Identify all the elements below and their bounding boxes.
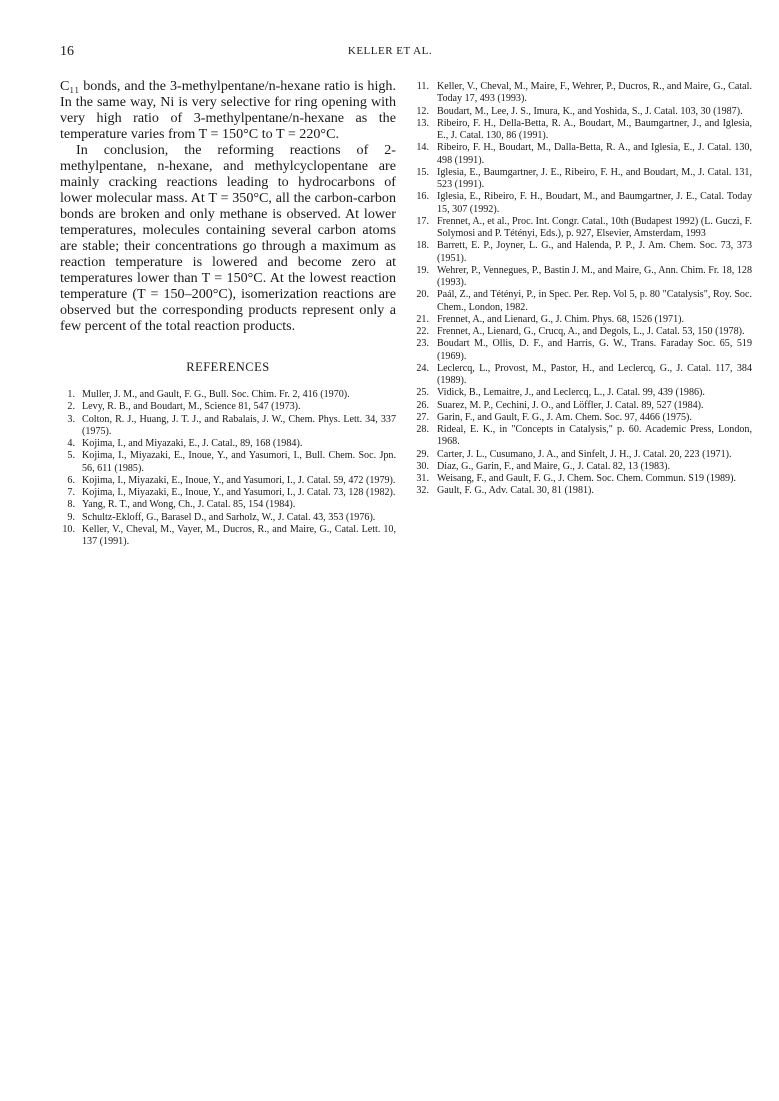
reference-text: Wehrer, P., Vennegues, P., Bastin J. M., and Maire, G., Ann. Chim. Fr. 18, 128 (1993). — [437, 264, 752, 288]
page-number: 16 — [60, 44, 74, 59]
reference-text: Weisang, F., and Gault, F. G., J. Chem. Soc. Chem. Commun. S19 (1989). — [437, 473, 736, 484]
reference-list-right — [412, 81, 752, 498]
references-heading: REFERENCES — [186, 360, 270, 374]
reference-number: 7. — [67, 487, 75, 498]
reference-text: Colton, R. J., Huang, J. T. J., and Rabalais, J. W., Chem. Phys. Lett. 34, 337 (1975). — [82, 413, 396, 437]
reference-item — [412, 485, 752, 497]
reference-item — [412, 216, 752, 241]
reference-number: 6. — [67, 474, 75, 486]
reference-number: 3. — [67, 413, 75, 425]
reference-number: 11. — [416, 81, 429, 92]
reference-number: 17. — [416, 215, 429, 227]
body-paragraph: C₁₁ bonds, and the 3-methylpentane/n-hexane ratio is high. In the same way, Ni is very selective for ring opening with very high ratio of 3-methylpentane/n-hexane as the temperature varies from T = 150°C to T = 220°C. — [60, 78, 396, 142]
reference-number: 23. — [416, 338, 429, 350]
reference-item — [412, 265, 752, 290]
reference-text: Leclercq, L., Provost, M., Pastor, H., and Leclercq, G., J. Catal. 117, 384 (1989). — [437, 362, 752, 386]
reference-text: Barrett, E. P., Joyner, L. G., and Halenda, P. P., J. Am. Chem. Soc. 73, 373 (1951). — [437, 240, 752, 264]
reference-text: Iglesia, E., Ribeiro, F. H., Boudart, M., and Baumgartner, J. E., Catal. Today 15, 307 (1992). — [437, 191, 752, 215]
reference-text: Carter, J. L., Cusumano, J. A., and Sinfelt, J. H., J. Catal. 20, 223 (1971). — [437, 448, 732, 460]
reference-text: Frennet, A., and Lienard, G., J. Chim. Phys. 68, 1526 (1971). — [437, 313, 684, 325]
reference-number: 26. — [416, 399, 429, 411]
reference-item — [412, 289, 752, 314]
reference-text: Frennet, A., Lienard, G., Crucq, A., and Degols, L., J. Catal. 53, 150 (1978). — [437, 326, 745, 337]
reference-item — [60, 414, 396, 439]
reference-text: Keller, V., Cheval, M., Maire, F., Wehrer, P., Ducros, R., and Maire, G., Catal. Today 17, 493 (1993). — [437, 81, 752, 105]
reference-number: 22. — [416, 326, 429, 337]
reference-item — [412, 326, 752, 338]
reference-number: 2. — [67, 401, 75, 413]
reference-number: 20. — [416, 289, 429, 301]
running-head: KELLER ET AL. — [347, 45, 433, 57]
reference-item — [412, 118, 752, 143]
reference-text: Boudart M., Ollis, D. F., and Harris, G. W., Trans. Faraday Soc. 65, 519 (1969). — [437, 338, 752, 362]
left-column — [60, 78, 396, 548]
reference-number: 14. — [416, 142, 429, 154]
reference-number: 18. — [416, 240, 429, 252]
reference-number: 31. — [416, 473, 429, 484]
reference-item — [412, 387, 752, 399]
reference-text: Rideal, E. K., in "Concepts in Catalysis," p. 60. Academic Press, London, 1968. — [437, 424, 752, 448]
reference-item — [412, 461, 752, 473]
reference-text: Paál, Z., and Tétényi, P., in Spec. Per. Rep. Vol 5, p. 80 "Catalysis", Roy. Soc. Chem., London, 1982. — [437, 289, 752, 313]
reference-number: 12. — [416, 105, 429, 117]
reference-item — [412, 142, 752, 167]
reference-number: 9. — [67, 511, 75, 523]
reference-text: Boudart, M., Lee, J. S., Imura, K., and Yoshida, S., J. Catal. 103, 30 (1987). — [437, 105, 743, 117]
reference-number: 13. — [416, 117, 429, 129]
reference-item — [412, 473, 752, 485]
reference-text: Levy, R. B., and Boudart, M., Science 81, 547 (1973). — [82, 401, 301, 413]
page-header — [60, 44, 720, 62]
reference-number: 4. — [67, 438, 75, 449]
reference-item — [60, 450, 396, 475]
reference-item — [60, 487, 396, 499]
reference-text: Suarez, M. P., Cechini, J. O., and Löffler, J. Catal. 89, 527 (1984). — [437, 399, 704, 411]
reference-item — [412, 81, 752, 106]
reference-item — [60, 475, 396, 487]
reference-text: Keller, V., Cheval, M., Vayer, M., Ducros, R., and Maire, G., Catal. Lett. 10, 137 (1991). — [82, 523, 396, 547]
reference-item — [412, 314, 752, 326]
reference-item — [412, 106, 752, 118]
reference-text: Garin, F., and Gault, F. G., J. Am. Chem. Soc. 97, 4466 (1975). — [437, 411, 692, 423]
reference-number: 15. — [416, 166, 429, 178]
reference-item — [60, 499, 396, 511]
reference-item — [412, 363, 752, 388]
reference-item — [60, 524, 396, 549]
reference-text: Kojima, I., Miyazaki, E., Inoue, Y., and Yasumori, I., J. Catal. 73, 128 (1982). — [82, 487, 396, 498]
reference-text: Yang, R. T., and Wong, Ch., J. Catal. 85, 154 (1984). — [82, 499, 296, 511]
reference-item — [60, 401, 396, 413]
reference-number: 8. — [67, 499, 75, 511]
reference-number: 25. — [416, 387, 429, 399]
reference-text: Frennet, A., et al., Proc. Int. Congr. Catal., 10th (Budapest 1992) (L. Guczi, F. Solymosi and P. Tétényi, Eds.), p. 927, Elsevier, Amsterdam, 1993 — [437, 215, 752, 239]
reference-number: 30. — [416, 460, 429, 472]
reference-item — [412, 338, 752, 363]
reference-item — [60, 438, 396, 450]
reference-number: 16. — [416, 191, 429, 203]
reference-text: Ribeiro, F. H., Della-Betta, R. A., Boudart, M., Baumgartner, J., and Iglesia, E., J. Catal. 130, 86 (1991). — [437, 117, 752, 141]
reference-text: Vidick, B., Lemaitre, J., and Leclercq, L., J. Catal. 99, 439 (1986). — [437, 387, 705, 399]
reference-text: Diaz, G., Garin, F., and Maire, G., J. Catal. 82, 13 (1983). — [437, 460, 670, 472]
reference-item — [412, 424, 752, 449]
reference-text: Kojima, I., and Miyazaki, E., J. Catal., 89, 168 (1984). — [82, 438, 303, 449]
reference-number: 21. — [416, 313, 429, 325]
reference-text: Iglesia, E., Baumgartner, J. E., Ribeiro, F. H., and Boudart, M., J. Catal. 131, 523 (1991). — [437, 166, 752, 190]
reference-item — [412, 449, 752, 461]
reference-number: 5. — [67, 450, 75, 462]
reference-text: Kojima, I., Miyazaki, E., Inoue, Y., and Yasumori, I., Bull. Chem. Soc. Jpn. 56, 611 (1985). — [82, 450, 396, 474]
reference-number: 32. — [416, 485, 429, 497]
reference-item — [60, 512, 396, 524]
reference-text: Ribeiro, F. H., Boudart, M., Dalla-Betta, R. A., and Iglesia, E., J. Catal. 130, 498 (1991). — [437, 142, 752, 166]
reference-item — [412, 240, 752, 265]
reference-item — [412, 167, 752, 192]
reference-number: 27. — [416, 411, 429, 423]
right-column — [412, 81, 752, 498]
reference-number: 19. — [416, 264, 429, 276]
reference-text: Muller, J. M., and Gault, F. G., Bull. Soc. Chim. Fr. 2, 416 (1970). — [82, 389, 350, 400]
reference-item — [412, 412, 752, 424]
reference-item — [412, 191, 752, 216]
reference-number: 10. — [62, 523, 75, 535]
reference-text: Kojima, I., Miyazaki, E., Inoue, Y., and Yasumori, I., J. Catal. 59, 472 (1979). — [82, 474, 396, 486]
reference-number: 24. — [416, 362, 429, 374]
body-paragraph: In conclusion, the reforming reactions of 2-methylpentane, n-hexane, and methylcyclopentane are mainly cracking reactions leading to hydrocarbons of lower molecular mass. At T = 350°C, all the carbon-carbon bonds are broken and only methane is observed. At lower temperatures, molecules containing several carbon atoms are stable; their concentrations go through a maximum as reaction temperature is lowered and become zero at temperatures lower than T = 150°C. At the lowest reaction temperature (T = 150–200°C), isomerization reactions are observed but the corresponding products represent only a few percent of the total reaction products. — [60, 142, 396, 334]
reference-item — [412, 400, 752, 412]
reference-text: Gault, F. G., Adv. Catal. 30, 81 (1981). — [437, 485, 594, 497]
reference-text: Schultz-Ekloff, G., Barasel D., and Sarholz, W., J. Catal. 43, 353 (1976). — [82, 511, 376, 523]
reference-item — [60, 389, 396, 401]
reference-number: 1. — [67, 389, 75, 400]
reference-number: 28. — [416, 424, 429, 435]
reference-list-left — [60, 389, 396, 548]
reference-number: 29. — [416, 448, 429, 460]
